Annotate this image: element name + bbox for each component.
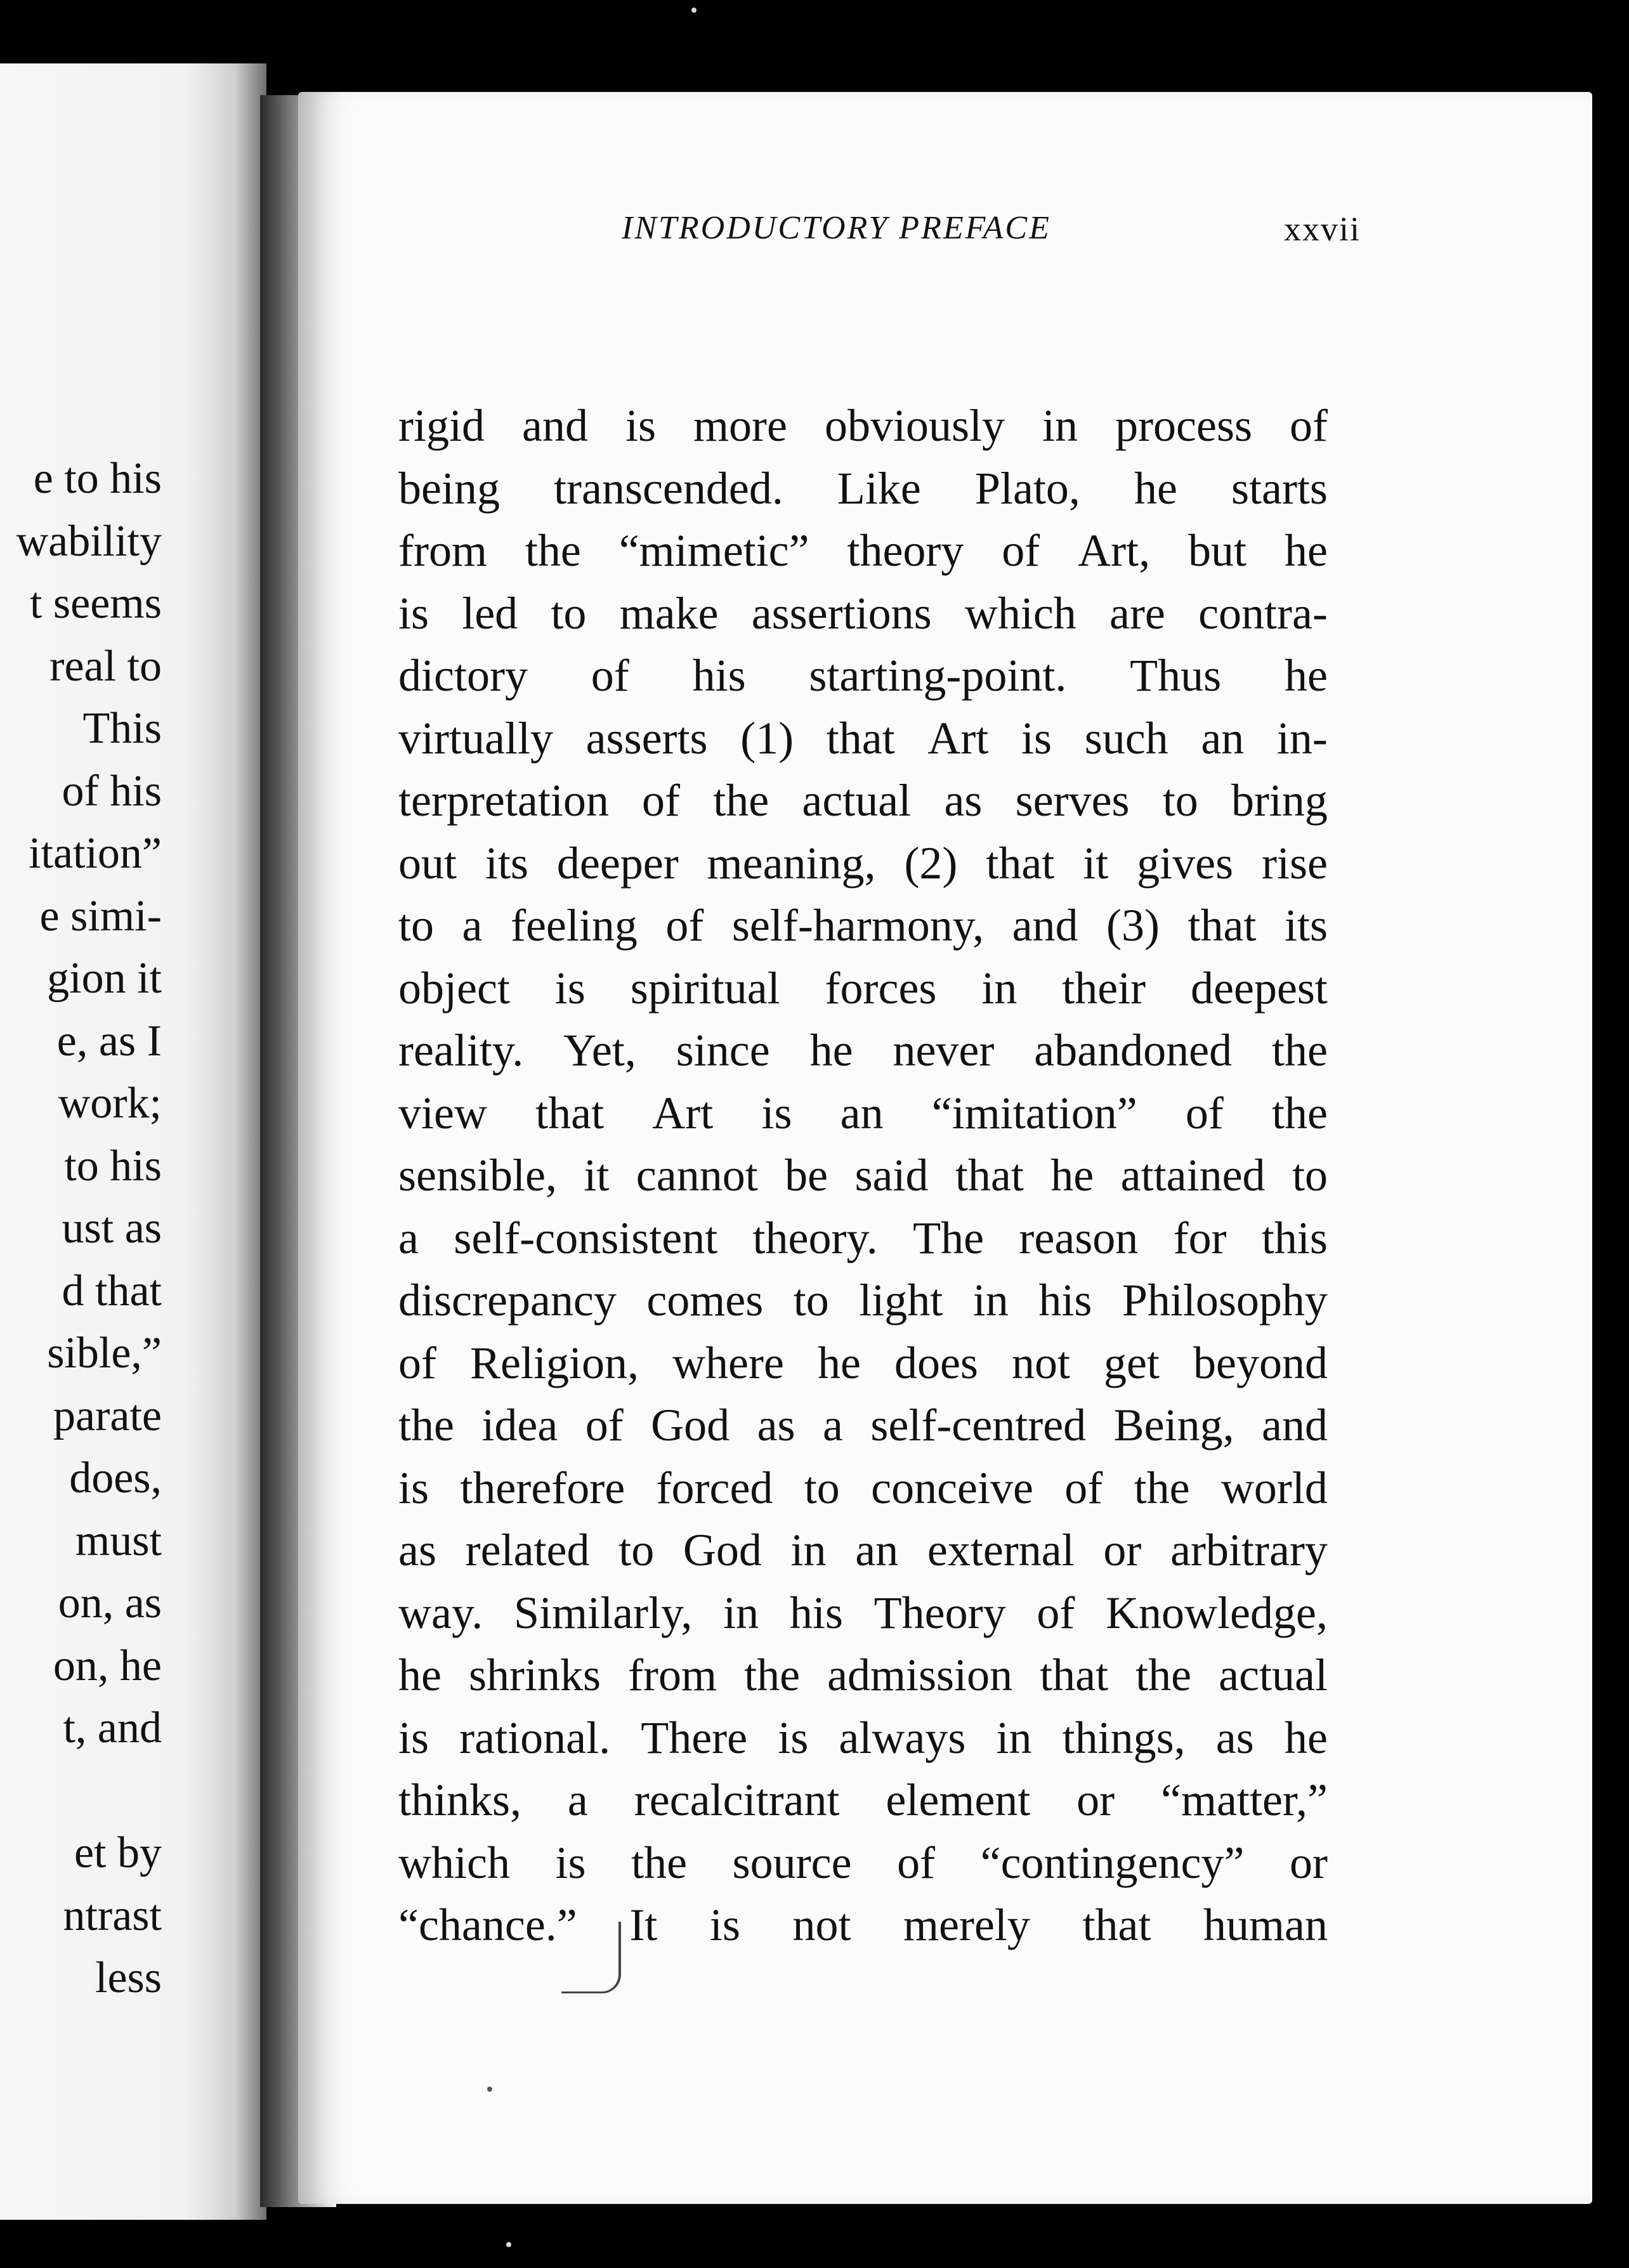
- previous-page-line: gion it: [47, 954, 162, 1003]
- previous-page: [0, 63, 266, 2220]
- text-line: dictory of his starting-point. Thus he: [398, 650, 1328, 701]
- previous-page-line: of his: [62, 766, 162, 816]
- previous-page-line: et by: [74, 1828, 162, 1877]
- text-line: as related to God in an external or arbitrary: [398, 1525, 1328, 1575]
- previous-page-line: to his: [64, 1141, 162, 1190]
- running-head: [324, 209, 1361, 260]
- text-line: sensible, it cannot be said that he attained to: [398, 1150, 1328, 1201]
- text-line: from the “mimetic” theory of Art, but he: [398, 525, 1328, 576]
- text-line: rigid and is more obviously in process of: [398, 400, 1328, 451]
- previous-page-line: t, and: [63, 1704, 162, 1752]
- previous-page-line: wability: [16, 516, 162, 566]
- previous-page-line: on, he: [53, 1641, 162, 1690]
- text-line: terpretation of the actual as serves to bring: [398, 775, 1328, 826]
- text-line: way. Similarly, in his Theory of Knowledge,: [398, 1587, 1328, 1638]
- text-line: out its deeper meaning, (2) that it gives rise: [398, 837, 1328, 889]
- text-line: is led to make assertions which are contra-: [398, 587, 1328, 639]
- body-paragraph: [398, 394, 1328, 1957]
- text-line: is rational. There is always in things, as he: [398, 1712, 1328, 1763]
- previous-page-line: parate: [53, 1391, 162, 1440]
- previous-page-line: e simi-: [39, 891, 162, 941]
- previous-page-line: sible,”: [47, 1329, 162, 1378]
- text-line: which is the source of “contingency” or: [398, 1837, 1328, 1888]
- text-line: object is spiritual forces in their deepest: [398, 962, 1328, 1013]
- text-line: “chance.” It is not merely that human: [398, 1900, 1328, 1950]
- previous-page-line: on, as: [58, 1579, 162, 1627]
- previous-page-line: itation”: [29, 829, 162, 878]
- text-line: virtually asserts (1) that Art is such an in-: [398, 712, 1328, 764]
- text-line: the idea of God as a self-centred Being, and: [398, 1400, 1328, 1450]
- previous-page-line: t seems: [29, 579, 162, 628]
- previous-page-line: less: [95, 1953, 162, 2002]
- text-line: he shrinks from the admission that the actual: [398, 1650, 1328, 1700]
- dust-speck: [487, 2087, 492, 2092]
- text-line: a self-consistent theory. The reason for this: [398, 1212, 1328, 1263]
- previous-page-line: This: [82, 704, 162, 753]
- previous-page-line: d that: [62, 1266, 162, 1315]
- page-number: xxvii: [1283, 210, 1361, 248]
- dust-speck: [506, 2242, 511, 2247]
- text-line: of Religion, where he does not get beyond: [398, 1337, 1328, 1388]
- text-line: being transcended. Like Plato, he starts: [398, 462, 1328, 514]
- pencil-bracket-mark: [561, 1922, 621, 1993]
- previous-page-line: must: [75, 1516, 162, 1565]
- text-line: to a feeling of self-harmony, and (3) that its: [398, 900, 1328, 951]
- previous-page-line: real to: [49, 641, 162, 691]
- text-line: view that Art is an “imitation” of the: [398, 1087, 1328, 1138]
- previous-page-line: ntrast: [63, 1891, 162, 1940]
- previous-page-line: e, as I: [56, 1016, 162, 1066]
- previous-page-line: does,: [69, 1454, 162, 1502]
- running-head-title: INTRODUCTORY PREFACE: [622, 210, 1051, 246]
- text-line: thinks, a recalcitrant element or “matter,”: [398, 1775, 1328, 1825]
- text-line: reality. Yet, since he never abandoned the: [398, 1025, 1328, 1076]
- text-line: discrepancy comes to light in his Philosophy: [398, 1275, 1328, 1326]
- text-line: is therefore forced to conceive of the world: [398, 1462, 1328, 1513]
- previous-page-line: work;: [58, 1079, 162, 1128]
- dust-speck: [691, 8, 697, 13]
- previous-page-line: e to his: [33, 454, 162, 503]
- previous-page-line: ust as: [62, 1204, 162, 1253]
